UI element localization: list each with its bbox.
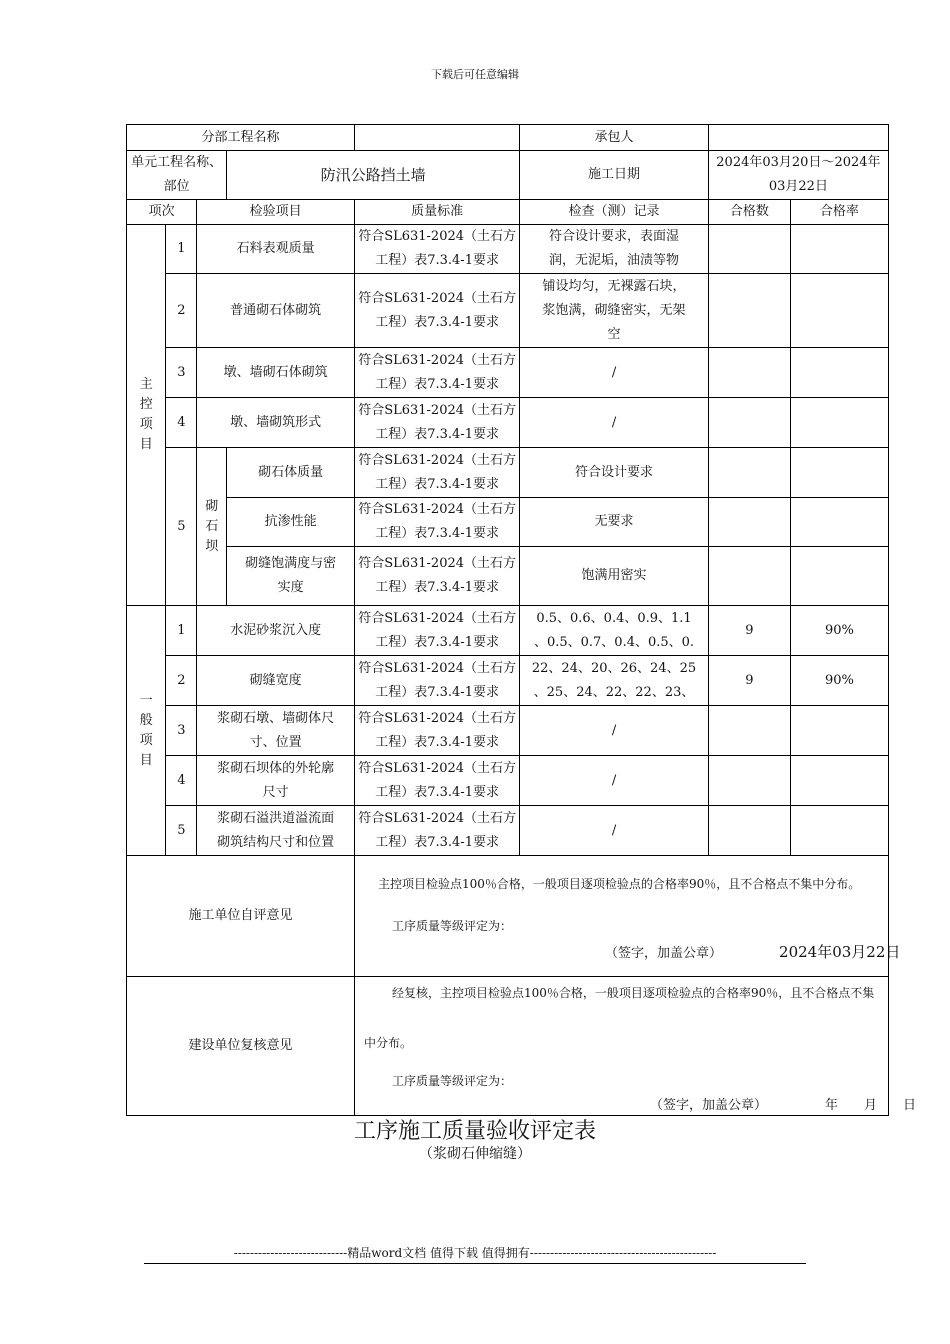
dam-group-label: 砌 石 坝 xyxy=(197,448,227,606)
main-group-label: 主 控 项 目 xyxy=(127,225,166,606)
item-number: 3 xyxy=(166,348,197,398)
pass-rate xyxy=(790,806,888,856)
review-opinion xyxy=(355,977,917,1116)
general-row-3 xyxy=(127,706,889,756)
check-record: 无要求 xyxy=(520,498,709,547)
general-row-4 xyxy=(127,756,889,806)
pass-count xyxy=(708,348,790,398)
sub-project-value xyxy=(355,125,520,151)
item-number: 1 xyxy=(166,606,197,656)
pass-rate xyxy=(790,547,888,606)
review-grade: 工序质量等级评定为： xyxy=(392,1074,513,1088)
dam-row-3 xyxy=(127,547,889,606)
general-group-label: 一 般 项 目 xyxy=(127,606,166,856)
check-record: 符合设计要求 xyxy=(520,448,709,498)
page-title: 工序施工质量验收评定表 xyxy=(353,1119,596,1144)
quality-standard: 符合SL631-2024（土石方 工程）表7.3.4-1要求 xyxy=(355,547,520,606)
check-item-name: 砌缝饱满度与密 实度 xyxy=(227,547,355,606)
page-subtitle: （浆砌石伸缩缝） xyxy=(419,1146,531,1162)
check-item-name: 墩、墙砌筑形式 xyxy=(197,398,355,448)
check-record: / xyxy=(520,398,709,448)
check-item-name: 水泥砂浆沉入度 xyxy=(197,606,355,656)
main-row-4 xyxy=(127,398,889,448)
dam-row-1 xyxy=(127,448,889,498)
self-eval-sign: （签字，加盖公章） xyxy=(605,946,723,961)
check-item-name: 浆砌石坝体的外轮廓 尺寸 xyxy=(197,756,355,806)
footer-note: ----------------------------精品word文档 值得下载 值得拥有---------------------------------------------- xyxy=(233,1246,717,1260)
pass-rate xyxy=(790,706,888,756)
item-number: 5 xyxy=(166,806,197,856)
check-record: / xyxy=(520,706,709,756)
general-row-5 xyxy=(127,806,889,856)
item-number: 4 xyxy=(166,398,197,448)
quality-standard: 符合SL631-2024（土石方 工程）表7.3.4-1要求 xyxy=(355,225,520,274)
self-eval-date: 2024年03月22日 xyxy=(779,943,901,961)
item-number: 3 xyxy=(166,706,197,756)
review-sign: （签字，加盖公章） xyxy=(650,1098,768,1113)
col-check: 检验项目 xyxy=(197,200,355,225)
pass-count xyxy=(708,756,790,806)
pass-count xyxy=(708,806,790,856)
date-label: 施工日期 xyxy=(520,151,709,200)
pass-count xyxy=(708,706,790,756)
check-item-name: 砌石体质量 xyxy=(227,448,355,498)
pass-count xyxy=(708,225,790,274)
contractor-label: 承包人 xyxy=(520,125,709,151)
col-standard: 质量标准 xyxy=(355,200,520,225)
col-count: 合格数 xyxy=(708,200,790,225)
check-record: 铺设均匀，无裸露石块， 浆饱满，砌缝密实，无架 空 xyxy=(520,274,709,348)
review-text-2: 中分布。 xyxy=(364,1036,413,1050)
self-eval-opinion xyxy=(355,856,901,977)
check-item-name: 浆砌石溢洪道溢流面 砌筑结构尺寸和位置 xyxy=(197,806,355,856)
check-item-name: 石料表观质量 xyxy=(197,225,355,274)
check-item-name: 砌缝宽度 xyxy=(197,656,355,706)
quality-form-table xyxy=(126,124,917,1116)
check-record: / xyxy=(520,348,709,398)
pass-rate xyxy=(790,498,888,547)
contractor-value xyxy=(708,125,888,151)
pass-count xyxy=(708,398,790,448)
pass-rate xyxy=(790,225,888,274)
quality-standard: 符合SL631-2024（土石方 工程）表7.3.4-1要求 xyxy=(355,398,520,448)
check-item-name: 浆砌石墩、墙砌体尺 寸、位置 xyxy=(197,706,355,756)
general-row-1 xyxy=(127,606,889,656)
sub-project-label: 分部工程名称 xyxy=(127,125,355,151)
review-date: 年 月 日 xyxy=(825,1098,917,1113)
item-number: 1 xyxy=(166,225,197,274)
check-record: / xyxy=(520,806,709,856)
col-rate: 合格率 xyxy=(790,200,888,225)
date-value: 2024年03月20日～2024年03月22日 xyxy=(708,151,888,200)
quality-standard: 符合SL631-2024（土石方 工程）表7.3.4-1要求 xyxy=(355,606,520,656)
check-record: 饱满用密实 xyxy=(520,547,709,606)
pass-rate xyxy=(790,274,888,348)
review-text-1: 经复核，主控项目检验点100％合格，一般项目逐项检验点的合格率90％，且不合格点不集 xyxy=(392,986,875,1000)
quality-standard: 符合SL631-2024（土石方 工程）表7.3.4-1要求 xyxy=(355,348,520,398)
header-row-2 xyxy=(127,151,889,200)
col-item: 项次 xyxy=(127,200,197,225)
review-row xyxy=(127,977,889,1116)
pass-count: 9 xyxy=(708,656,790,706)
quality-standard: 符合SL631-2024（土石方 工程）表7.3.4-1要求 xyxy=(355,498,520,547)
unit-project-value: 防汛公路挡土墙 xyxy=(227,151,520,200)
quality-standard: 符合SL631-2024（土石方 工程）表7.3.4-1要求 xyxy=(355,806,520,856)
top-note: 下载后可任意编辑 xyxy=(431,68,519,81)
pass-rate xyxy=(790,448,888,498)
quality-standard: 符合SL631-2024（土石方 工程）表7.3.4-1要求 xyxy=(355,706,520,756)
footer-divider xyxy=(144,1263,806,1264)
check-record: 符合设计要求，表面湿 润，无泥垢，油渍等物 xyxy=(520,225,709,274)
pass-count xyxy=(708,547,790,606)
check-record: 22、24、20、26、24、25 、25、24、22、22、23、 xyxy=(520,656,709,706)
quality-standard: 符合SL631-2024（土石方 工程）表7.3.4-1要求 xyxy=(355,448,520,498)
self-eval-grade: 工序质量等级评定为： xyxy=(392,919,513,933)
col-record: 检查（测）记录 xyxy=(520,200,709,225)
self-eval-text: 主控项目检验点100％合格，一般项目逐项检验点的合格率90％，且不合格点不集中分布。 xyxy=(378,877,861,891)
pass-count xyxy=(708,274,790,348)
unit-project-label: 单元工程名称、部位 xyxy=(127,151,227,200)
pass-rate xyxy=(790,398,888,448)
item-number: 2 xyxy=(166,274,197,348)
pass-rate: 90% xyxy=(790,656,888,706)
quality-standard: 符合SL631-2024（土石方 工程）表7.3.4-1要求 xyxy=(355,656,520,706)
quality-standard: 符合SL631-2024（土石方 工程）表7.3.4-1要求 xyxy=(355,274,520,348)
self-eval-label: 施工单位自评意见 xyxy=(127,856,355,977)
pass-rate: 90% xyxy=(790,606,888,656)
general-row-2 xyxy=(127,656,889,706)
main-row-1 xyxy=(127,225,889,274)
main-row-2 xyxy=(127,274,889,348)
column-header-row xyxy=(127,200,889,225)
check-record: / xyxy=(520,756,709,806)
pass-rate xyxy=(790,756,888,806)
quality-standard: 符合SL631-2024（土石方 工程）表7.3.4-1要求 xyxy=(355,756,520,806)
check-item-name: 墩、墙砌石体砌筑 xyxy=(197,348,355,398)
check-record: 0.5、0.6、0.4、0.9、1.1 、0.5、0.7、0.4、0.5、0. xyxy=(520,606,709,656)
pass-count: 9 xyxy=(708,606,790,656)
dam-row-2 xyxy=(127,498,889,547)
check-item-name: 普通砌石体砌筑 xyxy=(197,274,355,348)
header-row-1 xyxy=(127,125,889,151)
self-eval-row xyxy=(127,856,889,977)
item-number: 2 xyxy=(166,656,197,706)
pass-rate xyxy=(790,348,888,398)
check-item-name: 抗渗性能 xyxy=(227,498,355,547)
item-number: 5 xyxy=(166,448,197,606)
pass-count xyxy=(708,448,790,498)
item-number: 4 xyxy=(166,756,197,806)
pass-count xyxy=(708,498,790,547)
review-label: 建设单位复核意见 xyxy=(127,977,355,1116)
main-row-3 xyxy=(127,348,889,398)
